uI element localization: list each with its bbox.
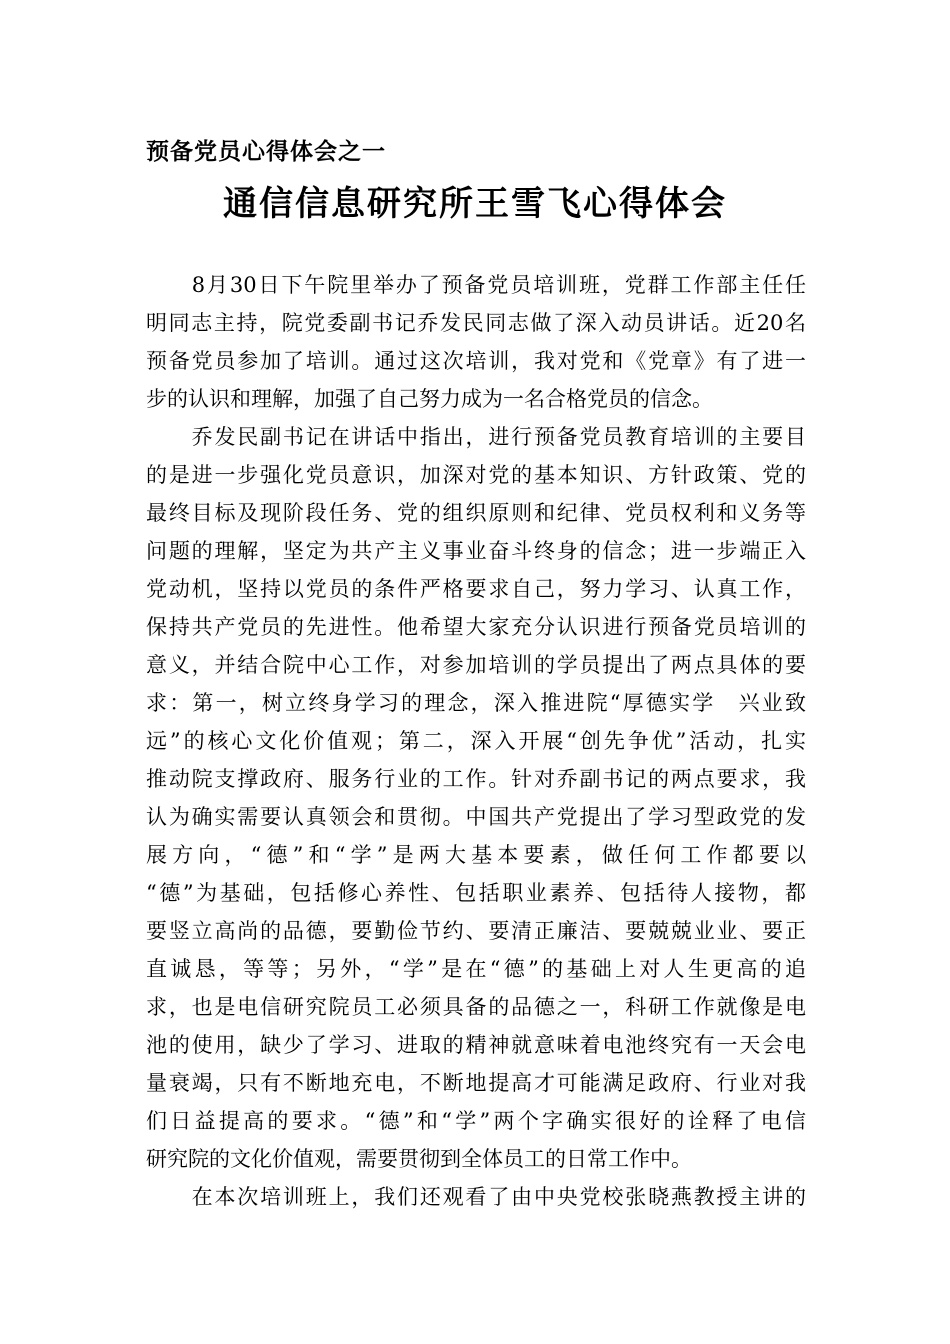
- body-line: 党动机，坚持以党员的条件严格要求自己，努力学习、认真工作，: [146, 577, 806, 601]
- body-line: 推动院支撑政府、服务行业的工作。针对乔副书记的两点要求，我: [146, 767, 806, 791]
- body-line: 的是进一步强化党员意识，加深对党的基本知识、方针政策、党的: [146, 463, 806, 487]
- body-line: 意义，并结合院中心工作，对参加培训的学员提出了两点具体的要: [146, 653, 806, 677]
- body-line: 远”的核心文化价值观；第二，深入开展“创先争优”活动，扎实: [146, 729, 806, 753]
- body-line: 保持共产党员的先进性。他希望大家充分认识进行预备党员培训的: [146, 615, 806, 639]
- body-line: 问题的理解，坚定为共产主义事业奋斗终身的信念；进一步端正入: [146, 539, 806, 563]
- body-line: 预备党员参加了培训。通过这次培训，我对党和《党章》有了进一: [146, 349, 806, 373]
- document-kicker: 预备党员心得体会之一: [146, 138, 386, 165]
- body-line: 8月30日下午院里举办了预备党员培训班，党群工作部主任任: [146, 273, 806, 297]
- body-line: 池的使用，缺少了学习、进取的精神就意味着电池终究有一天会电: [146, 1033, 806, 1057]
- body-line: 们日益提高的要求。“德”和“学”两个字确实很好的诠释了电信: [146, 1109, 806, 1133]
- body-line: 步的认识和理解，加强了自己努力成为一名合格党员的信念。: [146, 387, 713, 411]
- body-line: 认为确实需要认真领会和贯彻。中国共产党提出了学习型政党的发: [146, 805, 806, 829]
- body-line: 研究院的文化价值观，需要贯彻到全体员工的日常工作中。: [146, 1147, 692, 1171]
- body-line: 直诚恳，等等；另外，“学”是在“德”的基础上对人生更高的追: [146, 957, 806, 981]
- body-line: 乔发民副书记在讲话中指出，进行预备党员教育培训的主要目: [146, 425, 806, 449]
- body-line: 求：第一，树立终身学习的理念，深入推进院“厚德实学 兴业致: [146, 691, 806, 715]
- body-line: “德”为基础，包括修心养性、包括职业素养、包括待人接物，都: [146, 881, 806, 905]
- body-line: 要竖立高尚的品德，要勤俭节约、要清正廉洁、要兢兢业业、要正: [146, 919, 806, 943]
- body-line: 明同志主持，院党委副书记乔发民同志做了深入动员讲话。近20名: [146, 311, 806, 335]
- body-line: 求，也是电信研究院员工必须具备的品德之一，科研工作就像是电: [146, 995, 806, 1019]
- body-line: 在本次培训班上，我们还观看了由中央党校张晓燕教授主讲的: [146, 1185, 806, 1209]
- document-title: 通信信息研究所王雪飞心得体会: [223, 184, 727, 224]
- body-line: 最终目标及现阶段任务、党的组织原则和纪律、党员权利和义务等: [146, 501, 806, 525]
- document-body: [146, 266, 806, 1216]
- body-line: 量衰竭，只有不断地充电，不断地提高才可能满足政府、行业对我: [146, 1071, 806, 1095]
- body-line: 展方向，“德”和“学”是两大基本要素，做任何工作都要以: [146, 843, 806, 867]
